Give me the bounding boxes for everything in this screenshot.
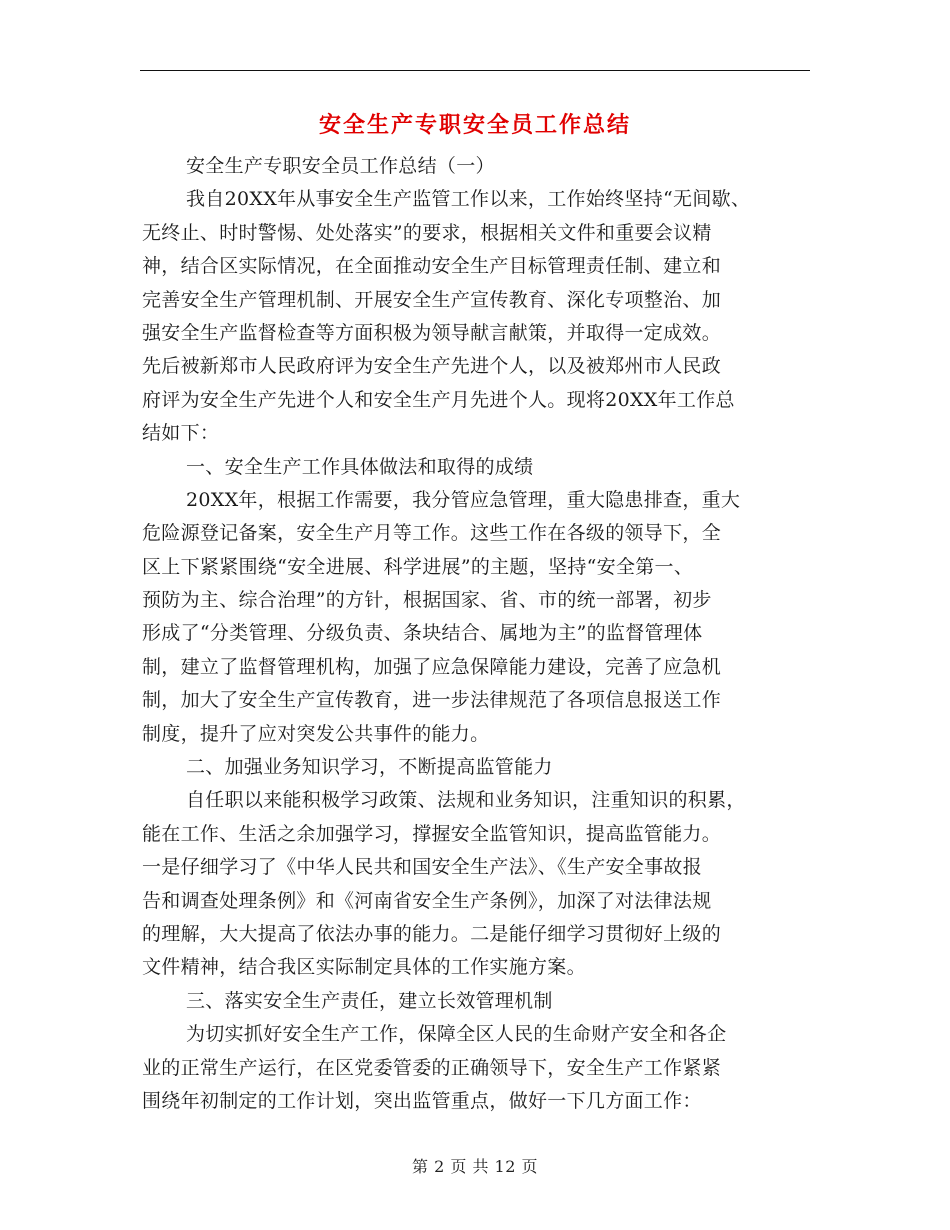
paragraph-line: 围绕年初制定的工作计划，突出监管重点，做好一下几方面工作： <box>142 1089 702 1112</box>
paragraph-line: 无终止、时时警惕、处处落实”的要求，根据相关文件和重要会议精 <box>142 221 712 244</box>
paragraph-line: 20XX年，根据工作需要，我分管应急管理，重大隐患排查，重大 <box>186 488 741 511</box>
page-number-footer: 第 2 页 共 12 页 <box>412 1157 538 1176</box>
paragraph-line: 制度，提升了应对突发公共事件的能力。 <box>142 722 490 745</box>
paragraph-line: 能在工作、生活之余加强学习，撑握安全监管知识，提高监管能力。 <box>142 822 722 845</box>
section-heading: 一、安全生产工作具体做法和取得的成绩 <box>186 455 534 478</box>
paragraph-line: 文件精神，结合我区实际制定具体的工作实施方案。 <box>142 956 586 979</box>
section-heading: 三、落实安全生产责任，建立长效管理机制 <box>186 989 553 1012</box>
paragraph-line: 神，结合区实际情况，在全面推动安全生产目标管理责任制、建立和 <box>142 255 722 278</box>
paragraph-line: 我自20XX年从事安全生产监管工作以来，工作始终坚持“无间歇、 <box>186 188 751 211</box>
document-title: 安全生产专职安全员工作总结 <box>318 113 631 138</box>
paragraph-line: 强安全生产监督检查等方面积极为领导献言献策，并取得一定成效。 <box>142 321 722 344</box>
subtitle-line: 安全生产专职安全员工作总结（一） <box>186 155 495 177</box>
paragraph-line: 的理解，大大提高了依法办事的能力。二是能仔细学习贯彻好上级的 <box>142 922 722 945</box>
section-heading: 二、加强业务知识学习，不断提高监管能力 <box>186 756 553 779</box>
paragraph-line: 形成了“分类管理、分级负责、条块结合、属地为主”的监督管理体 <box>142 622 703 645</box>
header-rule <box>140 70 810 71</box>
document-body <box>142 150 810 1118</box>
paragraph-line: 自任职以来能积极学习政策、法规和业务知识，注重知识的积累， <box>186 789 746 812</box>
paragraph-line: 告和调查处理条例》和《河南省安全生产条例》，加深了对法律法规 <box>142 889 712 912</box>
paragraph-line: 结如下： <box>142 422 220 445</box>
paragraph-line: 预防为主、综合治理”的方针，根据国家、省、市的统一部署，初步 <box>142 589 712 612</box>
paragraph-line: 先后被新郑市人民政府评为安全生产先进个人，以及被郑州市人民政 <box>142 355 722 378</box>
paragraph-line: 一是仔细学习了《中华人民共和国安全生产法》、《生产安全事故报 <box>142 856 703 879</box>
paragraph-line: 府评为安全生产先进个人和安全生产月先进个人。现将20XX年工作总 <box>142 388 735 411</box>
paragraph-line: 危险源登记备案，安全生产月等工作。这些工作在各级的领导下，全 <box>142 522 722 545</box>
paragraph-line: 区上下紧紧围绕“安全进展、科学进展”的主题，坚持“安全第一、 <box>142 555 694 578</box>
paragraph-line: 为切实抓好安全生产工作，保障全区人民的生命财产安全和各企 <box>186 1023 727 1046</box>
paragraph-line: 完善安全生产管理机制、开展安全生产宣传教育、深化专项整治、加 <box>142 288 722 311</box>
paragraph-line: 业的正常生产运行，在区党委管委的正确领导下，安全生产工作紧紧 <box>142 1056 722 1079</box>
paragraph-line: 制，建立了监督管理机构，加强了应急保障能力建设，完善了应急机 <box>142 655 722 678</box>
paragraph-line: 制，加大了安全生产宣传教育，进一步法律规范了各项信息报送工作 <box>142 689 722 712</box>
